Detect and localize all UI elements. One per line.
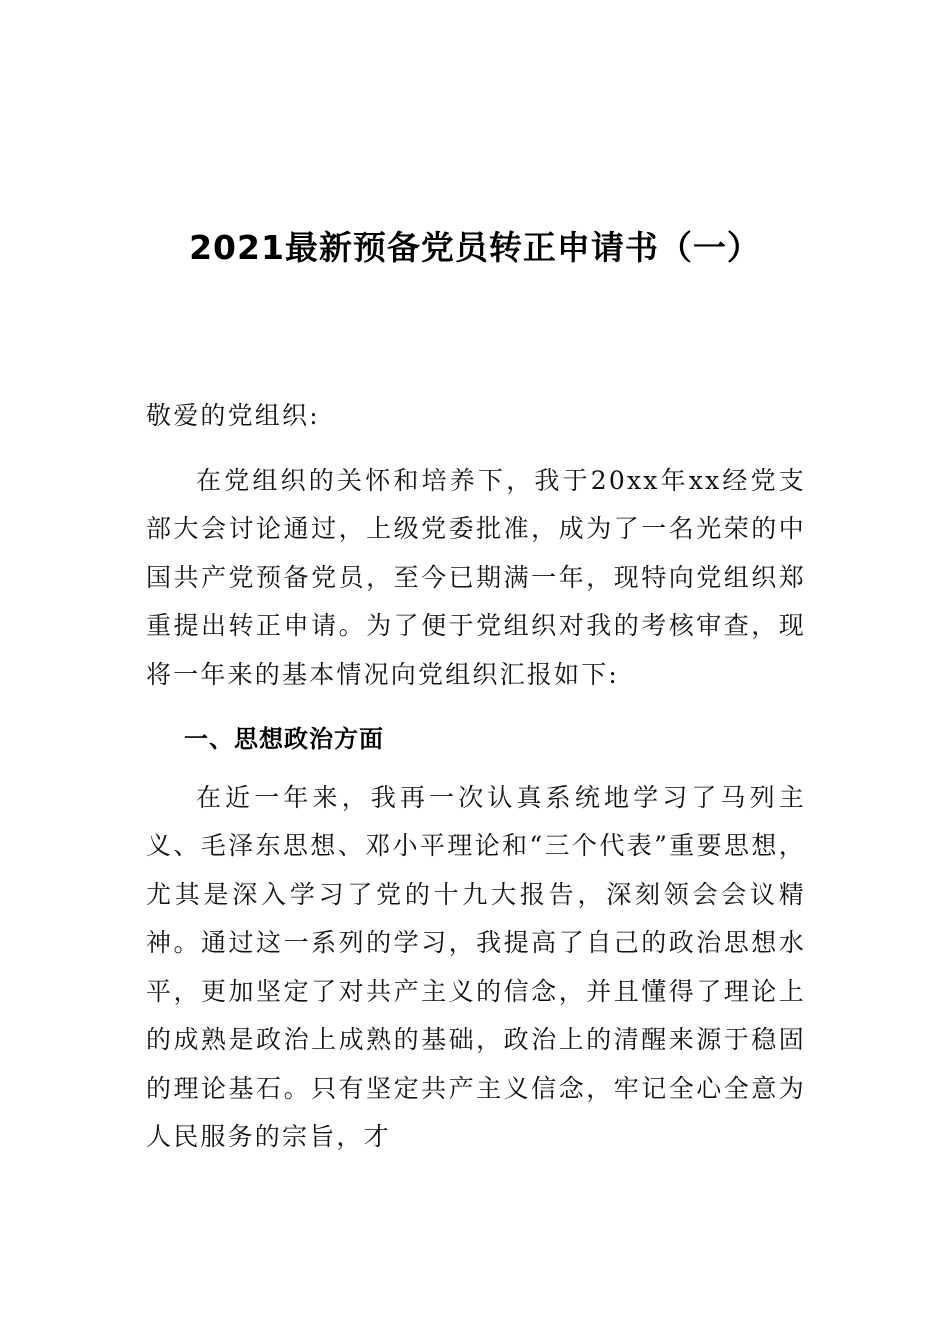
section-paragraph: 在近一年来，我再一次认真系统地学习了马列主义、毛泽东思想、邓小平理论和“三个代表”重要思想，尤其是深入学习了党的十九大报告，深刻领会会议精神。通过这一系列的学习，我提高了自己的政治思想水平，更加坚定了对共产主义的信念，并且懂得了理论上的成熟是政治上成熟的基础，政治上的清醒来源于稳固的理论基石。只有坚定共产主义信念，牢记全心全意为人民服务的宗旨，才 [146, 782, 806, 1151]
intro-paragraph: 在党组织的关怀和培养下，我于20xx年xx经党支部大会讨论通过，上级党委批准，成为了一名光荣的中国共产党预备党员，至今已期满一年，现特向党组织郑重提出转正申请。为了便于党组织对我的考核审查，现将一年来的基本情况向党组织汇报如下: [146, 465, 806, 689]
document-body [146, 392, 806, 1162]
document-title: 2021最新预备党员转正申请书（一） [189, 228, 761, 267]
salutation: 敬爱的党组织: [146, 401, 320, 430]
section-heading: 一、思想政治方面 [184, 725, 384, 753]
